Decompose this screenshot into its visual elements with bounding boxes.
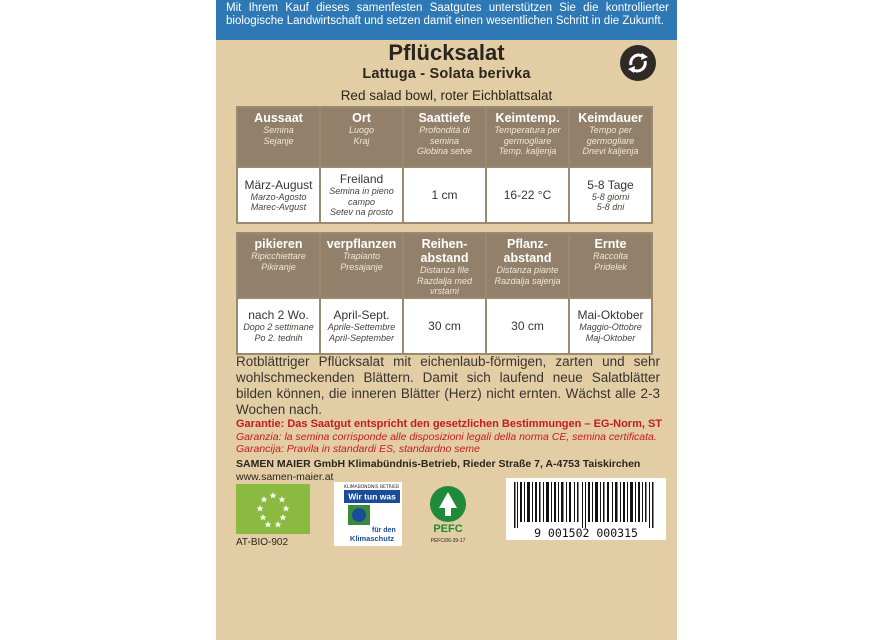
pefc-label: PEFC xyxy=(433,523,463,535)
header-slovene: Pridelek xyxy=(594,261,627,272)
value-main: 30 cm xyxy=(511,318,544,333)
value-cell xyxy=(486,167,569,223)
header-slovene: Globina setve xyxy=(416,146,473,156)
planting-header-row xyxy=(237,233,652,298)
header-cell xyxy=(237,107,320,167)
header-slovene: Sejanje xyxy=(263,135,294,146)
guarantee-italian: Garanzia: la semina corrisponde alle disposizioni legali della norma CE, semina certificata. xyxy=(236,430,657,443)
header-italian: Temperatura per germogliare xyxy=(494,125,561,146)
value-main: 16-22 °C xyxy=(503,188,552,202)
header-label: Ort xyxy=(352,111,371,125)
header-italian: Distanza piante xyxy=(496,265,559,275)
header-label: Reihen-abstand xyxy=(420,237,469,265)
header-italian: Semina xyxy=(263,125,294,135)
guarantee xyxy=(236,418,666,456)
value-main: nach 2 Wo. xyxy=(248,308,309,322)
value-slovene: Maj-Oktober xyxy=(585,332,636,343)
value-cell xyxy=(569,298,652,354)
header-label: Ernte xyxy=(594,237,627,251)
header-cell xyxy=(320,107,403,167)
header-cell xyxy=(403,233,486,298)
header-label: Saattiefe xyxy=(418,111,471,125)
guarantee-slovene: Garancija: Pravila in standardi ES, standardno seme xyxy=(236,443,480,455)
header-italian: Tempo per germogliare xyxy=(586,125,635,146)
header-slovene: Kraj xyxy=(353,135,370,146)
header-cell xyxy=(237,233,320,298)
header-italian: Raccolta xyxy=(592,251,628,261)
klima-ring-text: KLIMABÜNDNIS BETRIEB xyxy=(344,485,400,490)
value-italian: Semina in pieno campo xyxy=(329,186,394,207)
value-cell xyxy=(320,298,403,354)
header-italian: Profondità di semina xyxy=(419,125,470,146)
klimabuendnis-logo xyxy=(334,482,402,546)
header-label: Keimdauer xyxy=(578,111,643,125)
banner-line-2: biologische Landwirtschaft und setzen damit einen wesentlichen Schritt in die Zukunft. xyxy=(226,15,664,27)
header-slovene: Dnevi kaljenja xyxy=(582,146,639,156)
barcode xyxy=(506,478,666,540)
value-cell xyxy=(237,167,320,223)
value-main: 5-8 Tage xyxy=(587,177,634,192)
header-italian: Trapianto xyxy=(342,251,381,261)
header-slovene: Razdalja med vrstami xyxy=(416,275,473,296)
header-italian: Ripicchiettare xyxy=(251,251,306,261)
description: Rotblättriger Pflücksalat mit eichenlaub-förmigen, zarten und sehr wohlschmeckenden Blättern. Damit sich laufend neue Salatblätter bilden können, die inneren Blätter (Herz) nicht ernten. Wächst alle 2-3 Wochen nach. xyxy=(236,354,660,417)
value-italian: Dopo 2 settimane xyxy=(243,322,314,332)
value-slovene: Po 2. tednih xyxy=(254,332,303,343)
header-label: verpflanzen xyxy=(326,237,397,251)
header-slovene: Razdalja sajenja xyxy=(494,275,561,286)
barcode-digits: 9 001502 000315 xyxy=(534,526,638,540)
header-slovene: Temp. kaljenja xyxy=(498,146,557,156)
header-italian: Distanza file xyxy=(419,265,470,275)
header-slovene: Presajanje xyxy=(340,261,383,272)
value-slovene: 5-8 dni xyxy=(596,202,625,212)
value-italian: Aprile-Settembre xyxy=(327,322,396,332)
value-main: Mai-Oktober xyxy=(577,308,644,322)
value-cell xyxy=(569,167,652,223)
recycle-icon xyxy=(620,45,656,81)
klima-slogan-1: Wir tun was xyxy=(348,491,396,502)
header-label: pikieren xyxy=(254,237,303,251)
value-cell xyxy=(403,167,486,223)
value-main: Freiland xyxy=(339,172,384,187)
header-label: Keimtemp. xyxy=(495,111,560,125)
header-cell xyxy=(569,107,652,167)
value-italian: Marzo-Agosto xyxy=(250,191,307,202)
variety-name: Red salad bowl, roter Eichblattsalat xyxy=(340,88,553,103)
header-cell xyxy=(320,233,403,298)
header-slovene: Pikiranje xyxy=(261,261,296,272)
value-main: April-Sept. xyxy=(333,308,390,322)
header-label: Aussaat xyxy=(254,111,303,125)
product-name: Pflücksalat xyxy=(388,40,505,65)
header-cell xyxy=(403,107,486,167)
value-slovene: Marec-Avgust xyxy=(250,202,307,212)
eu-organic-leaf-icon xyxy=(236,484,310,534)
sowing-table xyxy=(236,106,653,224)
value-cell xyxy=(486,298,569,354)
value-slovene: Setev na prosto xyxy=(329,207,394,218)
sowing-header-row xyxy=(237,107,652,167)
value-cell xyxy=(320,167,403,223)
sowing-value-row xyxy=(237,167,652,223)
klima-slogan-3: Klimaschutz xyxy=(349,534,395,543)
guarantee-german: Garantie: Das Saatgut entspricht den gesetzlichen Bestimmungen – EG-Norm, ST xyxy=(236,418,663,430)
header-cell xyxy=(486,107,569,167)
banner-line-1: Mit Ihrem Kauf dieses samenfesten Saatgutes unterstützen Sie die kontrollierter xyxy=(226,2,669,14)
value-cell xyxy=(237,298,320,354)
product-name-translations: Lattuga - Solata berivka xyxy=(362,66,531,82)
header-italian: Luogo xyxy=(348,125,375,135)
value-cell xyxy=(403,298,486,354)
value-main: 30 cm xyxy=(428,318,461,333)
pefc-code: PEFC/06-39-17 xyxy=(430,538,466,544)
header-cell xyxy=(486,233,569,298)
seed-packet-back xyxy=(216,0,677,640)
company-website: www.samen-maier.at xyxy=(236,470,334,483)
planting-table xyxy=(236,232,653,355)
klima-slogan-2: für den xyxy=(372,527,396,534)
planting-value-row xyxy=(237,298,652,354)
value-italian: Maggio-Ottobre xyxy=(579,322,642,332)
organic-certification-code: AT-BIO-902 xyxy=(236,537,289,548)
value-italian: 5-8 giorni xyxy=(591,191,630,202)
value-slovene: April-September xyxy=(328,332,395,343)
header-label: Pflanz-abstand xyxy=(503,237,552,265)
header-cell xyxy=(569,233,652,298)
value-main: 1 cm xyxy=(431,188,458,202)
info-banner xyxy=(216,0,677,40)
pefc-logo xyxy=(424,484,472,546)
value-main: März-August xyxy=(244,177,313,192)
company-address: SAMEN MAIER GmbH Klimabündnis-Betrieb, Rieder Straße 7, A-4753 Taiskirchen xyxy=(236,458,641,470)
